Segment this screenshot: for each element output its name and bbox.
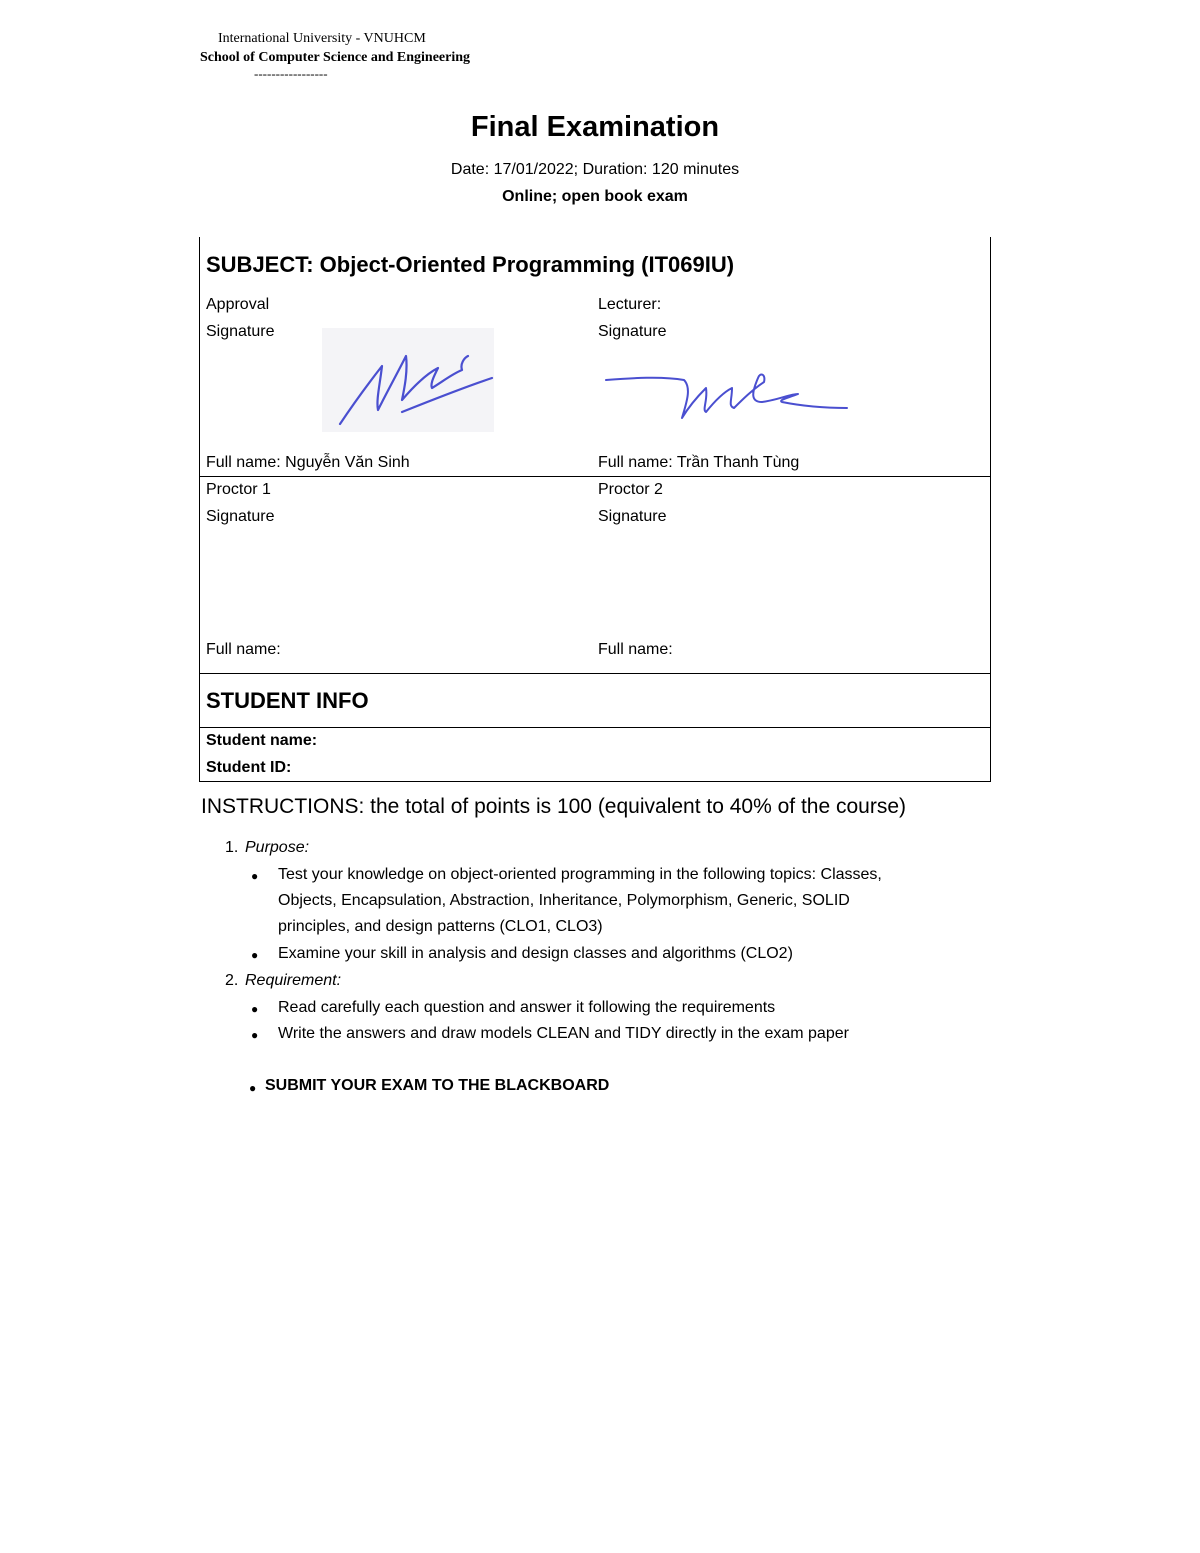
section-number: 2. bbox=[225, 972, 239, 989]
list-item: Write the answers and draw models CLEAN and TIDY directly in the exam paper bbox=[278, 1025, 849, 1042]
student-info-heading: STUDENT INFO bbox=[206, 688, 369, 713]
section-title-requirement: Requirement: bbox=[245, 972, 342, 989]
list-item: Examine your skill in analysis and design classes and algorithms (CLO2) bbox=[278, 945, 793, 962]
approval-full-name: Full name: Nguyễn Văn Sinh bbox=[206, 454, 410, 471]
approval-label: Approval bbox=[206, 296, 270, 313]
bullet-icon: ● bbox=[251, 948, 259, 962]
proctor2-signature-label: Signature bbox=[598, 508, 667, 525]
list-item: Objects, Encapsulation, Abstraction, Inheritance, Polymorphism, Generic, SOLID bbox=[278, 892, 850, 909]
school-name: School of Computer Science and Engineering bbox=[200, 50, 471, 65]
bullet-icon: ● bbox=[251, 869, 259, 883]
exam-mode: Online; open book exam bbox=[502, 188, 688, 205]
lecturer-signature-image bbox=[602, 364, 852, 434]
section-number: 1. bbox=[225, 839, 239, 856]
header-divider: ----------------- bbox=[254, 66, 328, 81]
proctor-section bbox=[199, 476, 991, 674]
student-id-label: Student ID: bbox=[206, 759, 292, 776]
bullet-icon: ● bbox=[251, 1002, 259, 1016]
proctor1-signature-label: Signature bbox=[206, 508, 275, 525]
section-title-purpose: Purpose: bbox=[245, 839, 310, 856]
approval-signature-image bbox=[322, 328, 494, 432]
lecturer-label: Lecturer: bbox=[598, 296, 662, 313]
proctor1-label: Proctor 1 bbox=[206, 481, 271, 498]
bullet-icon: ● bbox=[249, 1081, 257, 1095]
list-item: Test your knowledge on object-oriented programming in the following topics: Classes, bbox=[278, 866, 882, 883]
university-name: International University - VNUHCM bbox=[218, 31, 426, 46]
proctor1-full-name: Full name: bbox=[206, 641, 281, 658]
student-name-label: Student name: bbox=[206, 732, 318, 749]
proctor2-full-name: Full name: bbox=[598, 641, 673, 658]
exam-date-duration: Date: 17/01/2022; Duration: 120 minutes bbox=[450, 161, 740, 178]
subject-title: SUBJECT: Object-Oriented Programming (IT069IU) bbox=[206, 252, 735, 277]
list-item: principles, and design patterns (CLO1, CLO3) bbox=[278, 918, 603, 935]
lecturer-signature-label: Signature bbox=[598, 323, 667, 340]
submit-instruction: SUBMIT YOUR EXAM TO THE BLACKBOARD bbox=[265, 1077, 610, 1094]
approval-signature-label: Signature bbox=[206, 323, 275, 340]
proctor2-label: Proctor 2 bbox=[598, 481, 663, 498]
bullet-icon: ● bbox=[251, 1028, 259, 1042]
student-info-fields-section bbox=[199, 727, 991, 782]
instructions-heading: INSTRUCTIONS: the total of points is 100 (equivalent to 40% of the course) bbox=[201, 795, 906, 818]
list-item: Read carefully each question and answer it following the requirements bbox=[278, 999, 776, 1016]
page-title: Final Examination bbox=[470, 111, 720, 143]
lecturer-full-name: Full name: Trần Thanh Tùng bbox=[598, 454, 800, 471]
